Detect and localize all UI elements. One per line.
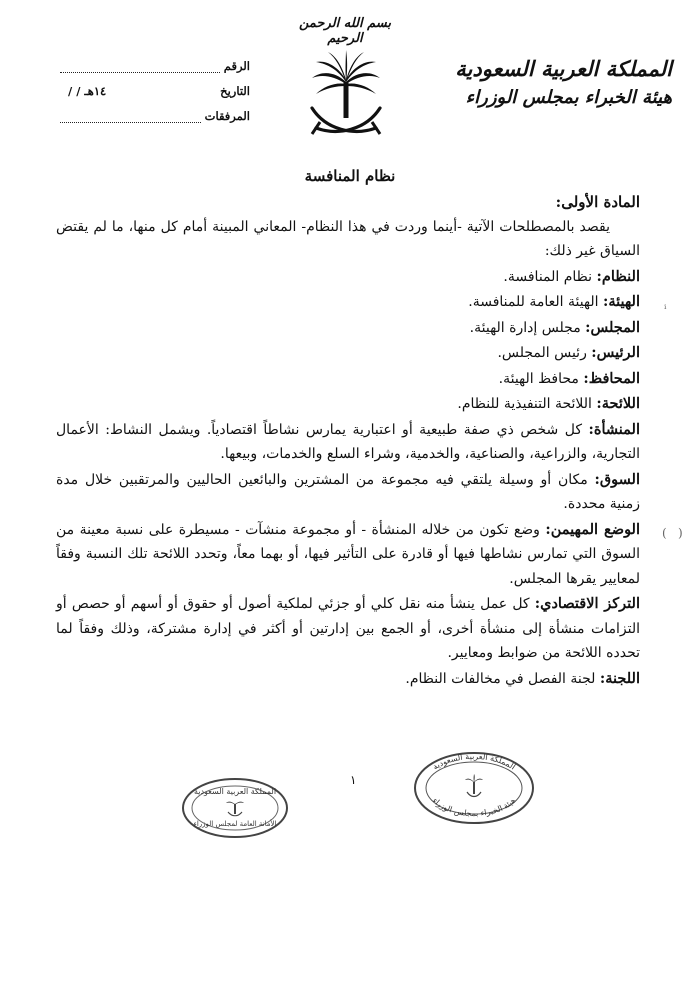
definition-term: المنشأة: [588,420,641,438]
definition-text: الهيئة العامة للمنافسة. [468,294,599,310]
definition-text: لجنة الفصل في مخالفات النظام. [405,670,596,687]
attachments-label: المرفقات [204,109,250,123]
definition-item [56,392,640,417]
svg-text:هيئة الخبراء بمجلس الوزراء [431,796,518,818]
definition-text: محافظ الهيئة. [498,370,579,387]
page-number: ١ [350,773,357,787]
definition-term: المجلس: [585,318,640,336]
definition-term: اللائحة: [596,395,640,412]
definition-term: المحافظ: [583,369,640,387]
authority-name: هيئة الخبراء بمجلس الوزراء [465,87,672,108]
letterhead [0,14,700,154]
definition-text: كل شخص ذي صفة طبيعية أو اعتبارية يمارس نشاطاً اقتصادياً. ويشمل النشاط: الأعمال التجارية، والزراعية، والصناعية، والخدمية، وشراء السلع والخدمات، وبيعها. [56,421,640,462]
basmala: بسم الله الرحمن الرحيم [299,16,391,46]
definition-term: الرئيس: [591,344,640,361]
definition-text: اللائحة التنفيذية للنظام. [457,396,592,412]
definition-item [56,418,640,467]
definition-item [56,265,640,290]
definition-term: التركز الاقتصادي: [534,595,641,612]
definitions-list [56,265,640,692]
margin-mark: ⁱ [664,302,667,316]
definition-text: مكان أو وسيلة يلتقي فيه مجموعة من المشترين والبائعين الحاليين والمرتقبين خلال مدة زمنية محددة. [56,471,640,512]
definition-term: الوضع المهيمن: [545,520,640,538]
definition-item [56,341,640,366]
definition-item [56,518,640,592]
article-heading: المادة الأولى: [555,193,640,211]
definition-term: الهيئة: [602,293,640,310]
document-body [56,190,640,691]
seal-right-line1: المملكة العربية السعودية [431,751,518,772]
issuer-block [432,54,672,112]
saudi-palm-swords-emblem-icon [306,48,386,146]
margin-mark: ( [662,526,667,540]
definition-item [56,367,640,392]
definition-term: السوق: [594,470,641,488]
attachments-line [60,111,201,123]
definition-item [56,290,640,315]
kingdom-name: المملكة العربية السعودية [455,56,672,81]
reference-label: الرقم [223,59,250,73]
article-intro: يقصد بالمصطلحات الآتية -أينما وردت في هذا النظام- المعاني المبينة أمام كل منها، ما لم يقتض السياق غير ذلك: [56,218,640,259]
date-value: / / ١٤هـ [68,84,107,98]
secretariat-seal-stamp [180,776,290,840]
seal-right-line2: هيئة الخبراء بمجلس الوزراء [430,796,518,819]
attachments-row [60,98,250,123]
definition-item [56,592,640,666]
date-label: التاريخ [220,84,250,98]
definition-item [56,667,640,692]
authority-seal-stamp [412,750,536,826]
definition-term: النظام: [596,267,640,285]
seal-left-line2: الأمانة العامة لمجلس الوزراء [193,820,277,828]
definition-item [56,316,640,341]
definition-text: نظام المنافسة. [503,268,593,285]
definition-text: وضع تكون من خلاله المنشأة - أو مجموعة منشآت - مسيطرة على نسبة معينة من السوق التي تمارس نشاطها فيها أو قادرة على التأثير فيها، أو بهما معاً، وتحدد اللائحة تلك النسبة وفقاً لمعايير يقرها المجلس. [56,521,640,587]
seal-left-line1: المملكة العربية السعودية [193,787,277,796]
reference-line [60,61,220,73]
definition-text: مجلس إدارة الهيئة. [469,319,581,336]
reference-number-row [60,48,250,73]
date-row [60,73,250,98]
reference-block [60,48,250,123]
document-title: نظام المنافسة [304,167,396,185]
margin-mark: ) [678,526,683,540]
definition-term: اللجنة: [599,669,640,687]
definition-item [56,468,640,517]
definition-text: كل عمل ينشأ منه نقل كلي أو جزئي لملكية أصول أو حقوق أو أسهم أو حصص أو التزامات منشأة إلى منشأة أخرى، أو الجمع بين إدارتين أو أكثر في إدارة مشتركة، وذلك وفقاً لما تحدده اللائحة من ضوابط ومعايير. [56,596,640,661]
definition-text: رئيس المجلس. [497,345,587,361]
